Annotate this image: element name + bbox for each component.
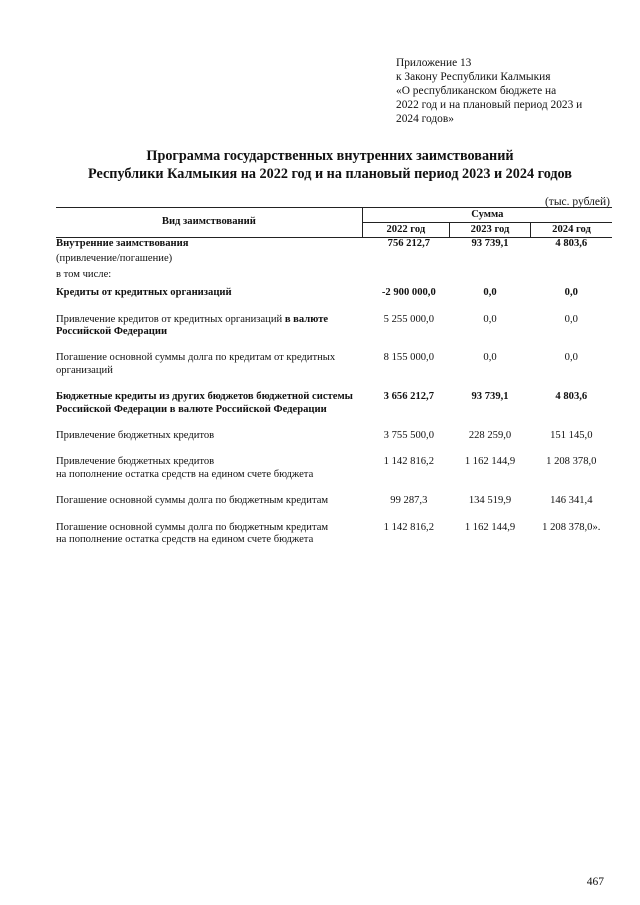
- column-header-year: 2023 год: [449, 223, 530, 238]
- value-2023: 228 259,0: [468, 430, 512, 442]
- value-2022: -2 900 000,0: [381, 287, 436, 299]
- appendix-line: Приложение 13: [396, 57, 472, 69]
- value-2023: 0,0: [483, 352, 497, 364]
- value-2022: 1 142 816,2: [383, 521, 434, 533]
- value-2024: 1 208 378,0: [546, 456, 597, 468]
- appendix-line: к Закону Республики Калмыкия: [396, 71, 551, 83]
- value-2024: 0,0: [564, 352, 578, 364]
- value-2023: 93 739,1: [471, 238, 509, 249]
- value-2024: 4 803,6: [555, 238, 588, 249]
- table-row: [56, 253, 612, 268]
- row-name-line: Погашение основной суммы долга по бюджетным кредитам: [56, 521, 329, 533]
- row-name: Кредиты от кредитных организаций: [56, 287, 232, 299]
- value-2022: 1 142 816,2: [383, 456, 434, 468]
- column-header-year: 2022 год: [362, 223, 449, 238]
- row-name: [56, 314, 362, 353]
- value-2024: 151 145,0: [550, 430, 593, 442]
- row-name-part: Привлечение кредитов от кредитных организаций: [56, 313, 285, 325]
- value-2022: 3 755 500,0: [383, 430, 434, 442]
- table-row: [56, 314, 612, 353]
- title-line-1: Программа государственных внутренних заимствований: [146, 148, 514, 164]
- value-2022: 3 656 212,7: [383, 391, 434, 403]
- table-row: [56, 238, 612, 254]
- value-2024: 4 803,6: [555, 391, 588, 403]
- column-header-sum: Сумма: [362, 208, 612, 223]
- row-name: Погашение основной суммы долга по кредитам от кредитных организаций: [56, 352, 336, 376]
- column-header-type: Вид заимствований: [56, 208, 362, 238]
- document-title: [40, 147, 620, 183]
- row-name: в том числе:: [56, 268, 112, 280]
- row-name-line: Привлечение бюджетных кредитов: [56, 456, 215, 468]
- borrowing-program-table: [56, 207, 612, 547]
- table-row: [56, 495, 612, 521]
- value-2024: 1 208 378,0».: [542, 521, 601, 533]
- row-name-bold-part: в валюте Российской Федерации: [56, 313, 329, 338]
- row-name-line: на пополнение остатка средств на едином счете бюджета: [56, 534, 314, 546]
- value-2022: 5 255 000,0: [383, 313, 434, 325]
- table-row: [56, 430, 612, 456]
- appendix-reference: [396, 56, 626, 126]
- table-row: [56, 391, 612, 430]
- table-row: [56, 269, 612, 287]
- row-name: Привлечение бюджетных кредитов: [56, 430, 215, 442]
- value-2023: 0,0: [483, 313, 497, 325]
- title-line-2: Республики Калмыкия на 2022 год и на плановый период 2023 и 2024 годов: [88, 166, 572, 182]
- table-row: [56, 287, 612, 313]
- value-2022: 99 287,3: [390, 495, 428, 507]
- appendix-line: «О республиканском бюджете на: [396, 85, 557, 97]
- row-name: Погашение основной суммы долга по бюджетным кредитам: [56, 495, 329, 507]
- column-header-year: 2024 год: [531, 223, 612, 238]
- appendix-line: 2024 годов»: [396, 113, 454, 125]
- value-2023: 1 162 144,9: [464, 456, 516, 468]
- row-name: (привлечение/погашение): [56, 253, 173, 265]
- table-row: [56, 456, 612, 495]
- value-2022: 8 155 000,0: [383, 352, 434, 364]
- value-2023: 0,0: [483, 287, 497, 299]
- row-name: [56, 456, 362, 495]
- value-2023: 1 162 144,9: [464, 521, 516, 533]
- value-2024: 0,0: [564, 287, 578, 299]
- row-name: Внутренние заимствования: [56, 238, 189, 249]
- row-name: Бюджетные кредиты из других бюджетов бюджетной системы Российской Федерации в валюте Российской Федерации: [56, 391, 353, 415]
- value-2023: 93 739,1: [471, 391, 509, 403]
- value-2024: 0,0: [564, 313, 578, 325]
- value-2022: 756 212,7: [387, 238, 431, 249]
- page-number: 467: [586, 876, 604, 888]
- table-row: [56, 522, 612, 547]
- table-row: [56, 352, 612, 391]
- value-2024: 146 341,4: [550, 495, 593, 507]
- appendix-line: 2022 год и на плановый период 2023 и: [396, 99, 583, 111]
- row-name: [56, 522, 362, 547]
- value-2023: 134 519,9: [468, 495, 512, 507]
- units-note: (тыс. рублей): [544, 196, 610, 208]
- row-name-line: на пополнение остатка средств на едином счете бюджета: [56, 468, 314, 480]
